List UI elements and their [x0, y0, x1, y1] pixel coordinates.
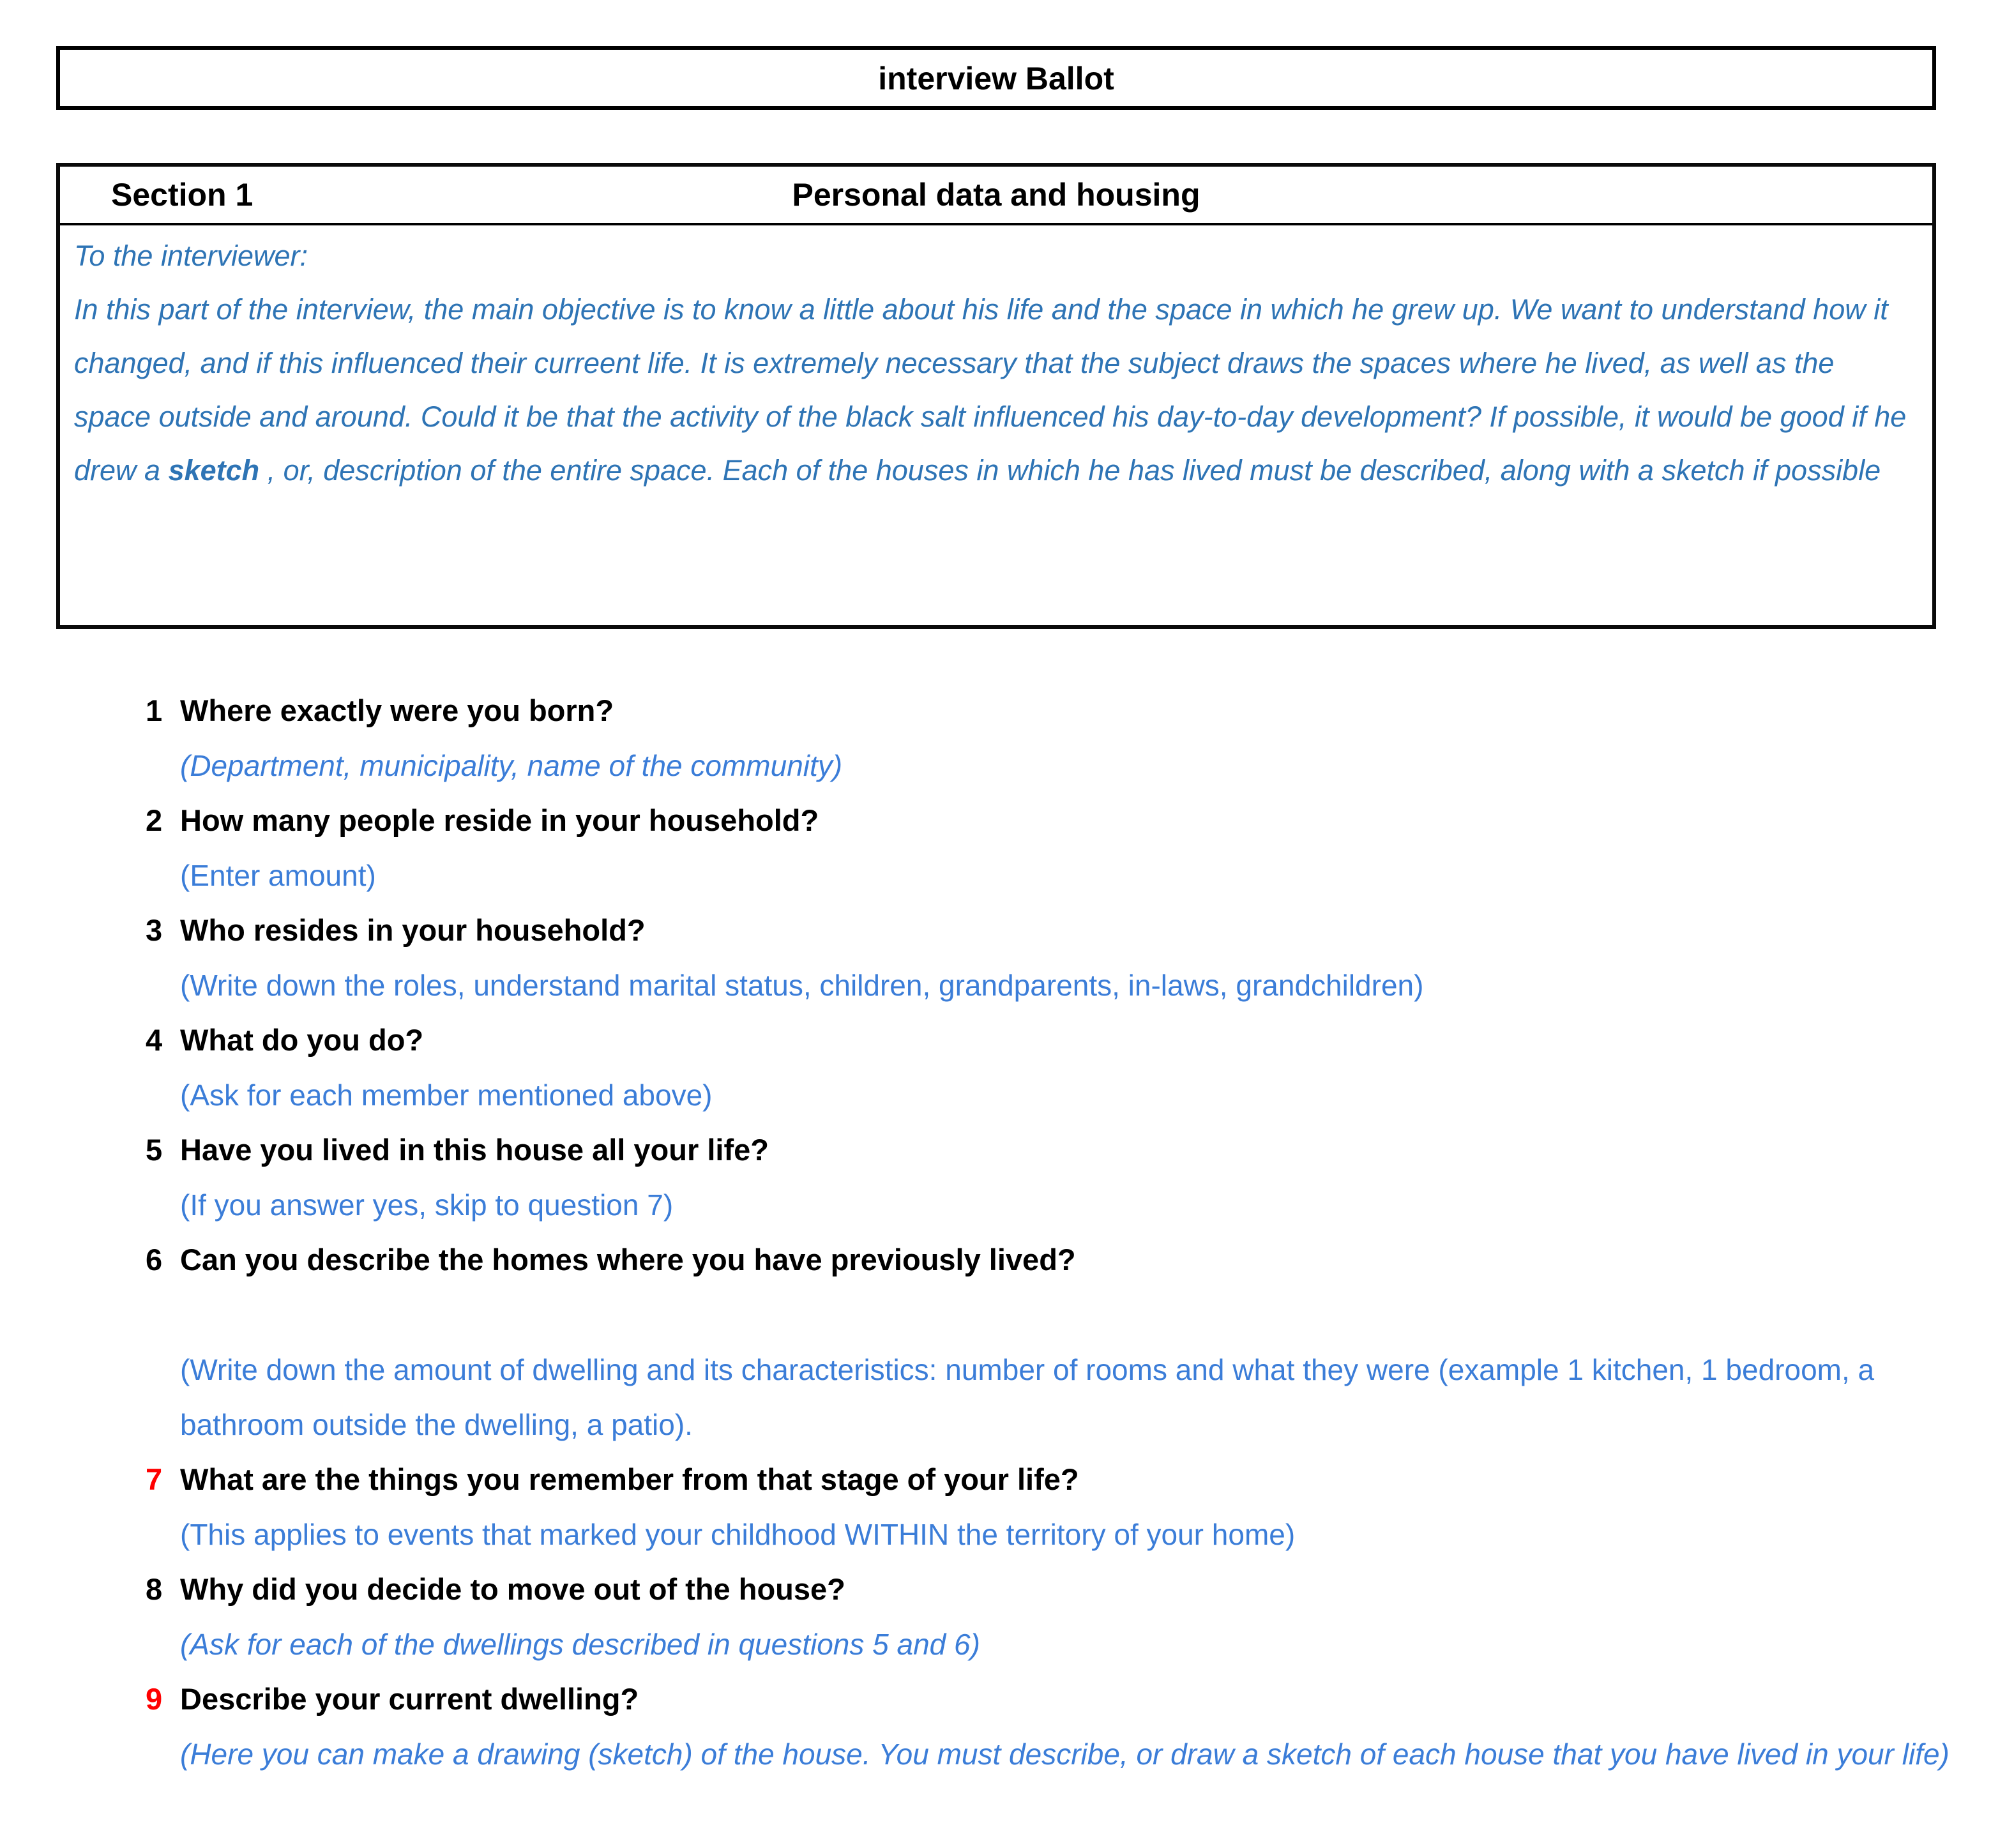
question-row — [146, 1232, 1986, 1452]
question-row — [146, 1013, 1986, 1123]
question-body — [180, 1672, 1986, 1782]
section-header — [60, 167, 1932, 225]
question-row — [146, 1562, 1986, 1672]
question-number: 5 — [146, 1133, 163, 1167]
title-box — [56, 46, 1936, 110]
question-note: (Here you can make a drawing (sketch) of the house. You must describe, or draw a sketch of each house that you have lived in your life) — [180, 1738, 1949, 1771]
question-text: Describe your current dwelling? — [180, 1682, 639, 1716]
question-note: (Ask for each member mentioned above) — [180, 1079, 713, 1112]
question-list — [146, 683, 1986, 1782]
question-text: Can you describe the homes where you have previously lived? — [180, 1243, 1076, 1276]
question-note: (Write down the amount of dwelling and its characteristics: number of rooms and what they were (example 1 kitchen, 1 bedroom, a bathroom outside the dwelling, a patio). — [180, 1353, 1875, 1441]
question-text: How many people reside in your household? — [180, 803, 819, 837]
question-body — [180, 683, 1986, 793]
question-number: 6 — [146, 1243, 163, 1276]
question-text: What do you do? — [180, 1023, 424, 1057]
question-note: (Ask for each of the dwellings described in questions 5 and 6) — [180, 1628, 980, 1661]
question-row — [146, 1123, 1986, 1232]
question-number: 8 — [146, 1572, 163, 1606]
question-row — [146, 903, 1986, 1013]
question-row — [146, 793, 1986, 903]
interviewer-note-intro: To the interviewer: — [74, 239, 308, 272]
question-text: What are the things you remember from that stage of your life? — [180, 1462, 1079, 1496]
question-body — [180, 1013, 1986, 1123]
interviewer-note-text-2: , or, description of the entire space. Each of the houses in which he has lived must be described, along with a sketch if possible — [259, 454, 1881, 487]
question-body — [180, 1232, 1986, 1452]
interviewer-note-bold-word: sketch — [168, 454, 260, 487]
question-note: (If you answer yes, skip to question 7) — [180, 1188, 674, 1222]
question-body — [180, 1452, 1986, 1562]
question-body — [180, 1123, 1986, 1232]
page-title: interview Ballot — [878, 61, 1114, 96]
question-text: Who resides in your household? — [180, 913, 646, 947]
question-note: (Write down the roles, understand marital status, children, grandparents, in-laws, grandchildren) — [180, 969, 1424, 1002]
interviewer-note-body — [74, 283, 1916, 497]
question-row — [146, 1672, 1986, 1782]
section-box — [56, 163, 1936, 629]
interviewer-note-text-1: In this part of the interview, the main objective is to know a little about his life and the space in which he grew up. We want to understand how it changed, and if this influenced their curreent life. It is extremely necessary that the subject draws the spaces where he lived, as well as the space outside and around. Could it be that the activity of the black salt influenced his day-to-day development? If possible, it would be good if he drew a — [74, 293, 1907, 487]
question-note: (Department, municipality, name of the community) — [180, 749, 843, 782]
question-number: 9 — [146, 1682, 163, 1716]
question-row — [146, 1452, 1986, 1562]
question-body — [180, 903, 1986, 1013]
question-number: 3 — [146, 913, 163, 947]
interviewer-note — [60, 225, 1932, 497]
question-body — [180, 793, 1986, 903]
question-text: Why did you decide to move out of the house? — [180, 1572, 845, 1606]
question-row — [146, 683, 1986, 793]
section-title: Personal data and housing — [792, 177, 1200, 213]
question-body — [180, 1562, 1986, 1672]
question-text: Where exactly were you born? — [180, 693, 614, 727]
question-number: 4 — [146, 1023, 163, 1057]
question-number: 2 — [146, 803, 163, 837]
section-label: Section 1 — [111, 177, 254, 213]
question-number: 7 — [146, 1462, 163, 1496]
question-number: 1 — [146, 693, 163, 727]
question-note: (This applies to events that marked your childhood WITHIN the territory of your home) — [180, 1518, 1296, 1551]
question-text: Have you lived in this house all your life? — [180, 1133, 769, 1167]
question-note: (Enter amount) — [180, 859, 376, 892]
